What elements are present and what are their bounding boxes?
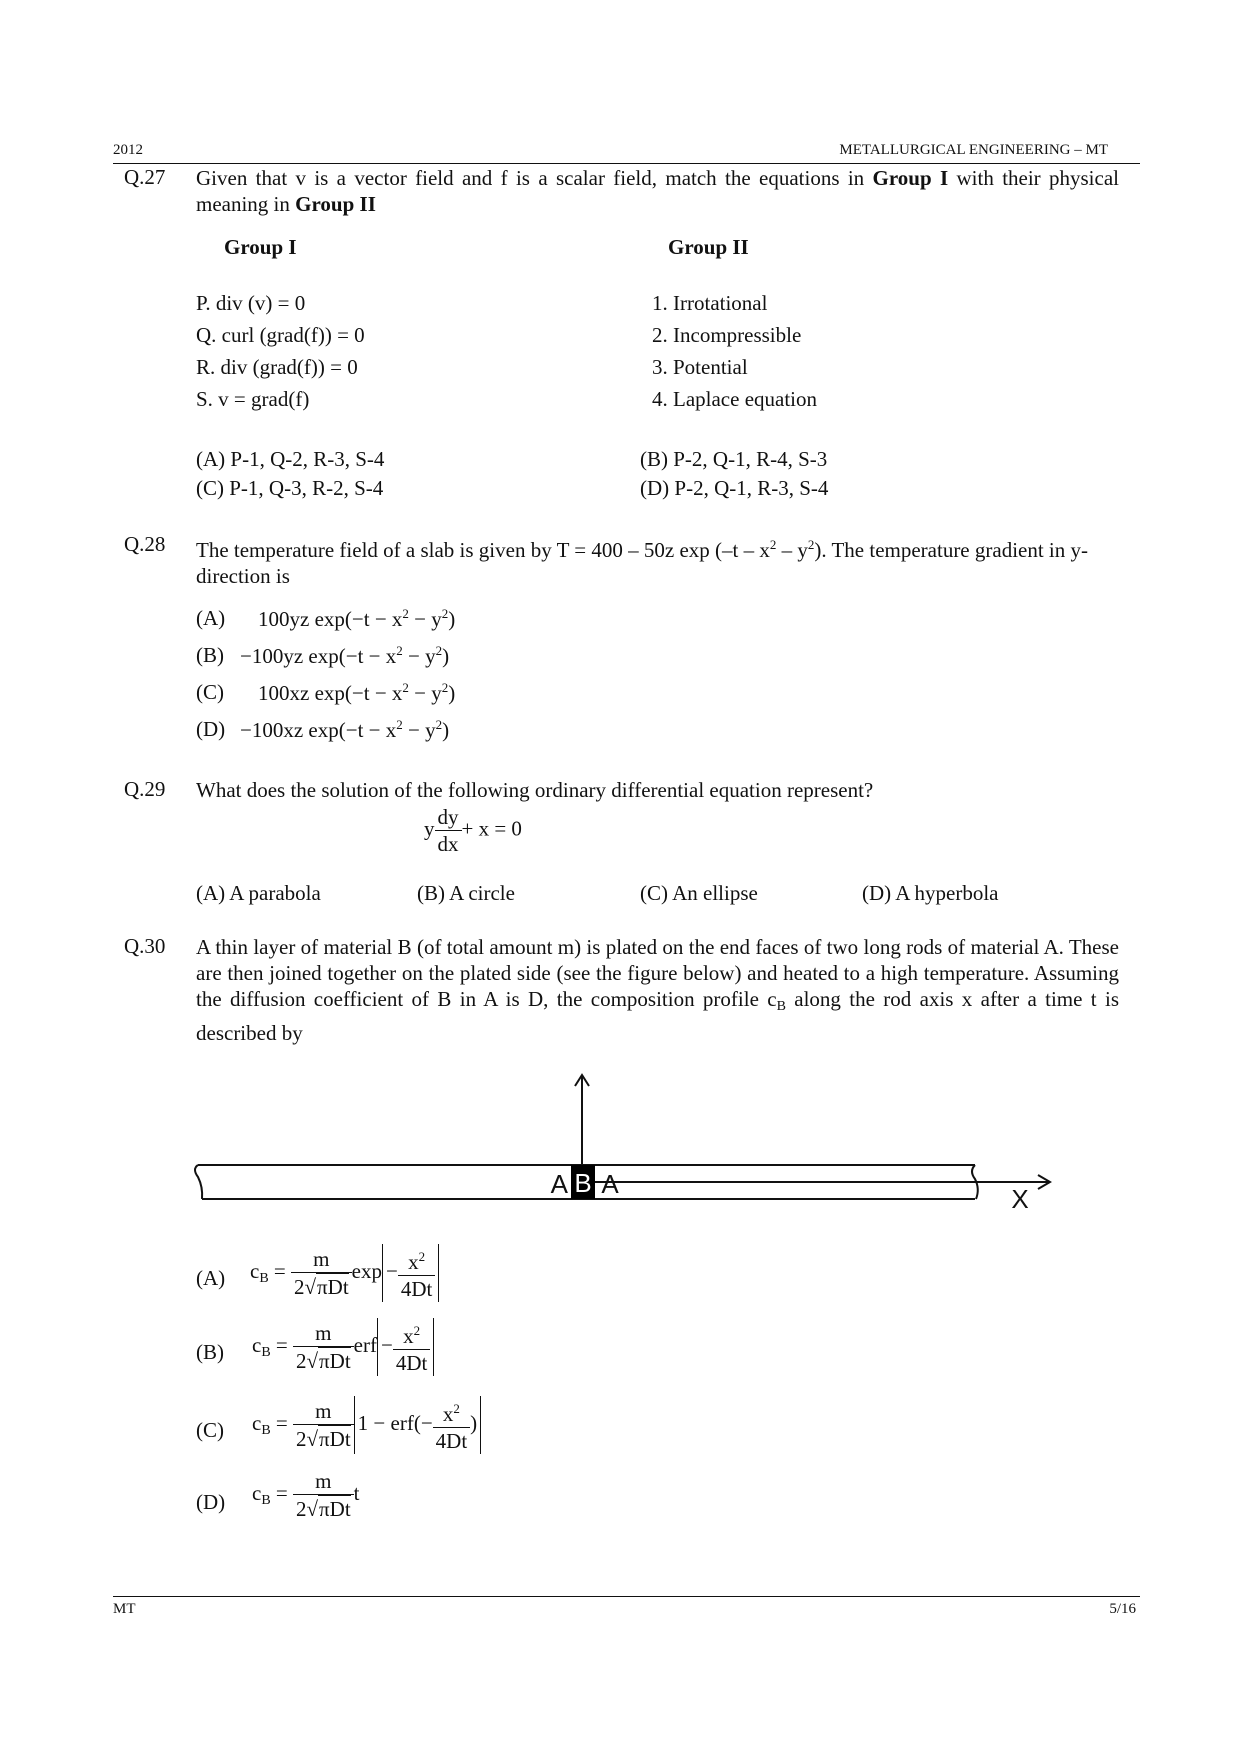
q30-number: Q.30	[124, 934, 166, 958]
header-rule	[113, 163, 1140, 164]
q30-option-c-expr: $c_B$ = $\frac{m}{\text{2√πDt}}$ 1 − erf(− $\frac{x^2}{4Dt}$ )	[252, 1396, 481, 1454]
q27-group1-item: P. div (v) = 0	[196, 291, 306, 315]
q30-option-a-expr: $c_B$ = $\frac{m}{\text{2√πDt}}$ exp − $\frac{x^2}{4Dt}$	[250, 1244, 439, 1302]
q27-option-a: (A) P-1, Q-2, R-3, S-4	[196, 447, 385, 471]
q30-option-d-label: (D)	[196, 1490, 226, 1514]
q28-option-b-expr: −100yz $\exp(-t - x^2 - y^2)$	[240, 643, 450, 668]
label-b: B	[574, 1168, 592, 1198]
q28-number: Q.28	[124, 532, 166, 556]
q29-equation: y $\frac{dy}{dx}$ + x = 0	[424, 805, 522, 856]
q30-option-b-expr: $c_B$ = $\frac{m}{\text{2√πDt}}$ erf − $\frac{x^2}{4Dt}$	[252, 1318, 434, 1376]
q30-option-d-expr: $c_B$ = $\frac{m}{\text{2√πDt}}$ t	[252, 1469, 360, 1521]
footer-rule	[113, 1596, 1140, 1597]
header-subject: METALLURGICAL ENGINEERING – MT	[839, 142, 1108, 158]
q28-option-b-label: (B)	[196, 643, 224, 667]
q30-option-b-label: (B)	[196, 1340, 224, 1364]
header-year: 2012	[113, 142, 143, 158]
q27-group1-title: Group I	[224, 235, 297, 259]
q29-number: Q.29	[124, 777, 166, 801]
q30-option-c-label: (C)	[196, 1418, 224, 1442]
q29-option-b: (B) A circle	[417, 881, 515, 905]
q30-option-a-label: (A)	[196, 1266, 226, 1290]
q29-option-c: (C) An ellipse	[640, 881, 758, 905]
q27-number: Q.27	[124, 165, 166, 189]
label-x-axis: X	[1011, 1184, 1029, 1214]
rod-diffusion-figure	[190, 1065, 1090, 1225]
q28-option-d-label: (D)	[196, 717, 226, 741]
q28-option-c-label: (C)	[196, 680, 224, 704]
q29-stem: What does the solution of the following ordinary differential equation represent?	[196, 778, 874, 802]
q28-option-c-expr: 100xz $\exp(-t - x^2 - y^2)$	[258, 680, 456, 705]
q27-group1-item: Q. curl (grad(f)) = 0	[196, 323, 365, 347]
q27-group2-item: 4. Laplace equation	[652, 387, 818, 411]
q28-option-d-expr: −100xz $\exp(-t - x^2 - y^2)$	[240, 717, 450, 742]
q27-group2-item: 2. Incompressible	[652, 323, 802, 347]
q28-stem: The temperature field of a slab is given by T = 400 – 50z $\exp (-t - x^2 - y^2)$. The temperature gradient in y-direction is	[196, 537, 1089, 588]
q27-group2-item: 1. Irrotational	[652, 291, 768, 315]
rod-left-break	[195, 1165, 202, 1199]
q27-option-b: (B) P-2, Q-1, R-4, S-3	[640, 447, 828, 471]
q27-group1-item: S. v = grad(f)	[196, 387, 310, 411]
q27-option-c: (C) P-1, Q-3, R-2, S-4	[196, 476, 384, 500]
q29-option-d: (D) A hyperbola	[862, 881, 999, 905]
q30-stem: A thin layer of material B (of total amount m) is plated on the end faces of two long rods of material A. These are then joined together on the plated side (see the figure below) and heated to a high temperature. Assuming the diffusion coefficient of B in A is D, the composition profile $c_B$ along the rod axis x after a time t is described by	[196, 935, 1119, 1045]
footer-code: MT	[113, 1601, 136, 1617]
q27-option-d: (D) P-2, Q-1, R-3, S-4	[640, 476, 829, 500]
q28-option-a-label: (A)	[196, 606, 226, 630]
q27-group2-title: Group II	[668, 235, 749, 259]
label-a-left: A	[550, 1169, 568, 1199]
footer-page: 5/16	[1109, 1601, 1136, 1617]
q27-group1-item: R. div (grad(f)) = 0	[196, 355, 358, 379]
label-a-right: A	[601, 1169, 619, 1199]
q27-stem: Given that v is a vector field and f is a scalar field, match the equations in Group I with their physical meaning in Group II	[196, 166, 1119, 216]
q27-group2-item: 3. Potential	[652, 355, 748, 379]
q29-option-a: (A) A parabola	[196, 881, 321, 905]
q28-option-a-expr: 100yz $\exp(-t - x^2 - y^2)$	[258, 606, 456, 631]
